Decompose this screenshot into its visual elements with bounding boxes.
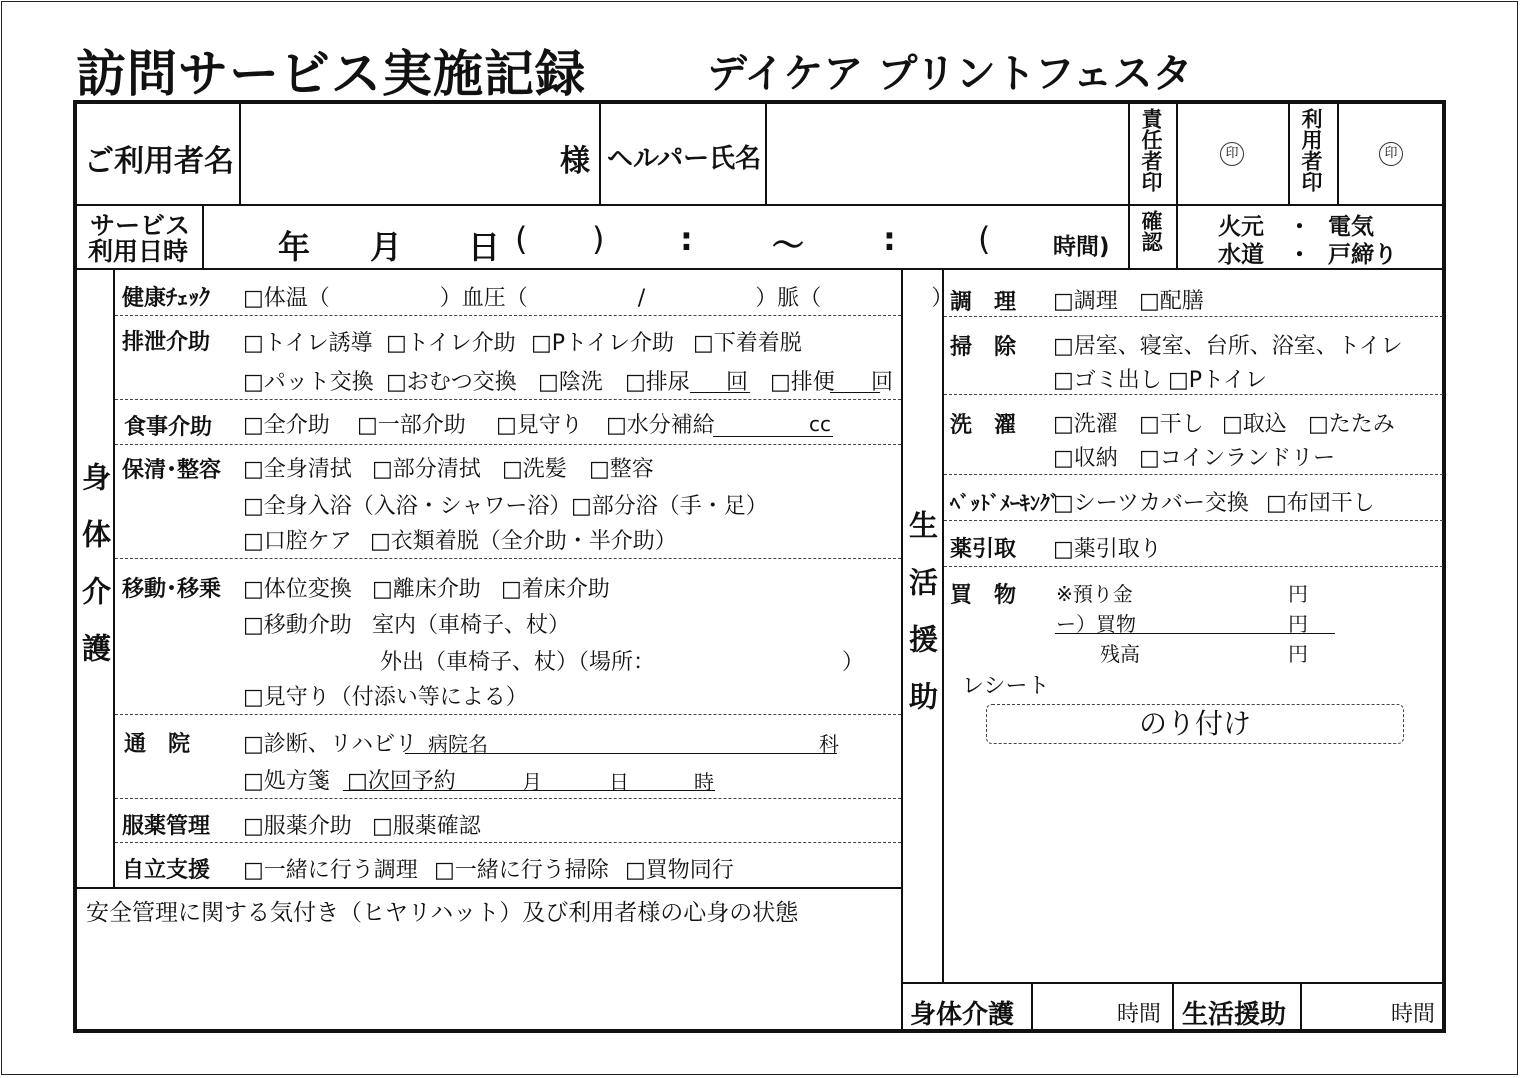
checkbox-coin-laundry[interactable]: □コインランドリー	[1139, 446, 1336, 471]
hydration-unit: cc	[809, 412, 831, 436]
checkbox-next-appointment[interactable]: □次回予約	[347, 769, 456, 794]
col-divider	[1172, 982, 1174, 1029]
month-label: 月	[370, 228, 403, 266]
hospital-visit-label: 通 院	[124, 732, 191, 757]
checkbox-grooming[interactable]: □整容	[589, 457, 654, 482]
receipt-label: レシート	[962, 674, 1050, 699]
confirm-label: 確認	[1139, 210, 1163, 252]
checkbox-oral-care[interactable]: □口腔ケア	[243, 529, 352, 554]
col-divider	[202, 204, 204, 268]
checkbox-hydration[interactable]: □水分補給	[606, 413, 715, 438]
user-name-label: ご利用者名	[84, 144, 234, 179]
check-water: 水道	[1218, 242, 1264, 268]
checkbox-get-up-assist[interactable]: □離床介助	[372, 577, 481, 602]
cooking-label: 調 理	[950, 290, 1017, 315]
checkbox-joint-cooking[interactable]: □一緒に行う調理	[243, 858, 418, 883]
defecation-times-line	[830, 392, 880, 393]
time-colon-start: :	[680, 220, 693, 258]
checkbox-full-bath[interactable]: □全身入浴（入浴・シャワー浴）	[243, 494, 572, 519]
checkbox-folding[interactable]: □たたみ	[1308, 412, 1395, 437]
row-separator	[115, 714, 901, 715]
checkbox-bed-assist[interactable]: □着床介助	[501, 577, 610, 602]
checkbox-medication-assist[interactable]: □服薬介助	[243, 814, 352, 839]
appointment-month: 月	[522, 770, 542, 794]
checkbox-supervision[interactable]: □見守り（付添い等による）	[243, 685, 528, 710]
bed-making-label: ﾍﾞｯﾄﾞﾒｰｷﾝｸﾞ	[950, 491, 1060, 515]
row-divider	[77, 204, 1443, 206]
checkbox-partial-wipe[interactable]: □部分清拭	[372, 457, 481, 482]
indoor-option: 室内（車椅子、杖）	[372, 613, 571, 638]
checkbox-partial-assist[interactable]: □一部介助	[357, 413, 466, 438]
col-divider	[901, 268, 903, 1029]
notes-label: 安全管理に関する気付き（ヒヤリハット）及び利用者様の心身の状態	[86, 900, 799, 926]
time-colon-end: :	[883, 220, 896, 258]
row-divider	[77, 887, 902, 889]
checkbox-full-wipe[interactable]: □全身清拭	[243, 457, 352, 482]
checkbox-garbage[interactable]: □ゴミ出し	[1053, 368, 1162, 393]
checkbox-partial-bath[interactable]: □部分浴（手・足）	[571, 494, 768, 519]
health-check-fields[interactable]: □体温（ ）血圧（ / ）脈（ ）	[243, 286, 954, 311]
row-separator	[115, 399, 901, 400]
hospital-name-label: 病院名	[428, 732, 488, 756]
purchase-yen: 円	[1288, 612, 1308, 636]
checkbox-joint-cleaning[interactable]: □一緒に行う掃除	[434, 858, 609, 883]
checkbox-shopping-accompany[interactable]: □買物同行	[625, 858, 734, 883]
checkbox-taking-in[interactable]: □取込	[1222, 412, 1287, 437]
row-separator	[944, 316, 1443, 317]
col-divider	[942, 268, 944, 982]
separator-dot: ・	[1288, 214, 1311, 240]
col-divider	[1031, 982, 1033, 1029]
checkbox-movement-assist[interactable]: □移動介助	[243, 613, 352, 638]
col-divider	[1337, 104, 1339, 204]
meal-assist-label: 食事介助	[124, 415, 213, 440]
checkbox-urination[interactable]: □排尿	[625, 370, 690, 395]
check-lock: 戸締り	[1328, 242, 1397, 268]
helper-name-label: ヘルパー氏名	[607, 144, 762, 174]
appointment-hour: 時	[694, 770, 714, 794]
appointment-day: 日	[609, 770, 629, 794]
hygiene-label: 保清･整容	[122, 458, 222, 483]
body-care-section-label: 身体介護	[78, 462, 112, 690]
receipt-paste-area: のり付け	[986, 704, 1404, 744]
appointment-line	[343, 790, 715, 791]
row-separator	[944, 566, 1443, 567]
health-check-label: 健康ﾁｪｯｸ	[122, 286, 211, 311]
col-divider	[113, 268, 115, 887]
row-separator	[115, 558, 901, 559]
life-support-section-label: 生活援助	[905, 510, 939, 738]
purchase-label: ー）買物	[1056, 612, 1136, 636]
transfer-label: 移動･移乗	[122, 577, 222, 602]
separator-dot: ・	[1288, 242, 1311, 268]
shopping-label: 買 物	[950, 583, 1017, 608]
cleaning-label: 掃 除	[950, 335, 1017, 360]
col-divider	[1176, 104, 1178, 268]
checkbox-cooking[interactable]: □調理	[1053, 289, 1118, 314]
balance-label: 残高	[1100, 642, 1140, 666]
row-separator	[115, 444, 901, 445]
checkbox-rooms[interactable]: □居室、寝室、台所、浴室、トイレ	[1053, 334, 1403, 359]
form-title: 訪問サービス実施記録	[76, 45, 586, 103]
checkbox-watch[interactable]: □見守り	[496, 413, 583, 438]
checkbox-prescription[interactable]: □処方箋	[243, 769, 330, 794]
checkbox-full-assist[interactable]: □全介助	[243, 413, 330, 438]
checkbox-defecation[interactable]: □排便	[770, 370, 835, 395]
checkbox-hair-wash[interactable]: □洗髪	[502, 457, 567, 482]
user-stamp-label: 利用者印	[1299, 108, 1323, 192]
row-separator	[944, 394, 1443, 395]
body-care-hours-unit: 時間	[1117, 1002, 1162, 1027]
purchase-line	[1055, 633, 1335, 634]
checkbox-underwear[interactable]: □下着着脱	[693, 331, 802, 356]
medication-label: 服薬管理	[122, 814, 211, 839]
check-fire: 火元	[1218, 214, 1264, 240]
col-divider	[1288, 104, 1290, 204]
department-label: 科	[819, 732, 839, 756]
checkbox-pad-change[interactable]: □パット交換	[243, 370, 374, 395]
col-divider	[1128, 104, 1130, 268]
balance-yen: 円	[1288, 642, 1308, 666]
outdoor-option: 外出（車椅子、杖）（場所：	[380, 650, 656, 675]
checkbox-serving[interactable]: □配膳	[1139, 289, 1204, 314]
outdoor-paren-close: ）	[842, 650, 865, 675]
urination-times-unit: 回	[726, 370, 749, 395]
service-date-label-2: 利用日時	[88, 237, 189, 266]
day-label: 日	[468, 228, 501, 266]
deposit-label: ※預り金	[1056, 582, 1133, 606]
checkbox-p-toilet[interactable]: □Pトイレ	[1168, 368, 1267, 393]
checkbox-medication-check[interactable]: □服薬確認	[372, 814, 481, 839]
row-separator	[115, 798, 901, 799]
check-electric: 電気	[1328, 214, 1374, 240]
body-care-hours-label: 身体介護	[910, 1000, 1015, 1030]
responsible-stamp-label: 責任者印	[1139, 108, 1163, 192]
col-divider	[765, 104, 767, 204]
hours-paren-open: (	[978, 220, 991, 258]
checkbox-toilet-assist[interactable]: □トイレ介助	[386, 331, 516, 356]
toilet-assist-label: 排泄介助	[122, 330, 211, 355]
user-stamp-mark: 印	[1379, 142, 1403, 166]
checkbox-position-change[interactable]: □体位変換	[243, 577, 352, 602]
checkbox-drying[interactable]: □干し	[1139, 412, 1204, 437]
medicine-pickup-label: 薬引取	[950, 537, 1017, 562]
row-separator	[115, 842, 901, 843]
checkbox-perineal-wash[interactable]: □陰洗	[538, 370, 603, 395]
weekday-paren-close: )	[592, 220, 605, 258]
deposit-yen: 円	[1288, 582, 1308, 606]
checkbox-washing[interactable]: □洗濯	[1053, 412, 1118, 437]
checkbox-diagnosis[interactable]: □診断、リハビリ	[243, 732, 418, 757]
independence-label: 自立支援	[122, 858, 211, 883]
checkbox-diaper-change[interactable]: □おむつ交換	[386, 370, 517, 395]
urination-times-line	[690, 392, 750, 393]
year-label: 年	[278, 228, 311, 266]
checkbox-medicine-pickup[interactable]: □薬引取り	[1053, 537, 1162, 562]
checkbox-toilet-guide[interactable]: □トイレ誘導	[243, 331, 373, 356]
responsible-stamp-mark: 印	[1220, 142, 1244, 166]
defecation-times-unit: 回	[871, 370, 894, 395]
checkbox-p-toilet-assist[interactable]: □Pトイレ介助	[531, 331, 674, 356]
service-date-label-1: サービス	[90, 211, 191, 240]
row-separator	[944, 520, 1443, 521]
honorific-sama: 様	[560, 144, 590, 179]
col-divider	[239, 104, 241, 204]
life-support-hours-label: 生活援助	[1182, 1000, 1287, 1030]
hospital-name-line	[405, 753, 837, 754]
total-hours-label: 時間)	[1053, 234, 1110, 260]
brand-name: デイケア プリントフェスタ	[707, 51, 1193, 97]
time-tilde: 〜	[772, 226, 805, 264]
checkbox-futon-drying[interactable]: □布団干し	[1266, 491, 1375, 516]
checkbox-storage[interactable]: □収納	[1053, 446, 1118, 471]
weekday-paren-open: (	[515, 220, 528, 258]
col-divider	[1300, 982, 1302, 1029]
life-support-hours-unit: 時間	[1391, 1002, 1436, 1027]
hydration-line	[713, 436, 833, 437]
checkbox-sheet-change[interactable]: □シーツカバー交換	[1053, 491, 1249, 516]
laundry-label: 洗 濯	[950, 413, 1017, 438]
checkbox-dressing[interactable]: □衣類着脱（全介助・半介助）	[370, 529, 677, 554]
row-separator	[944, 474, 1443, 475]
row-separator	[115, 315, 901, 316]
col-divider	[599, 104, 601, 204]
